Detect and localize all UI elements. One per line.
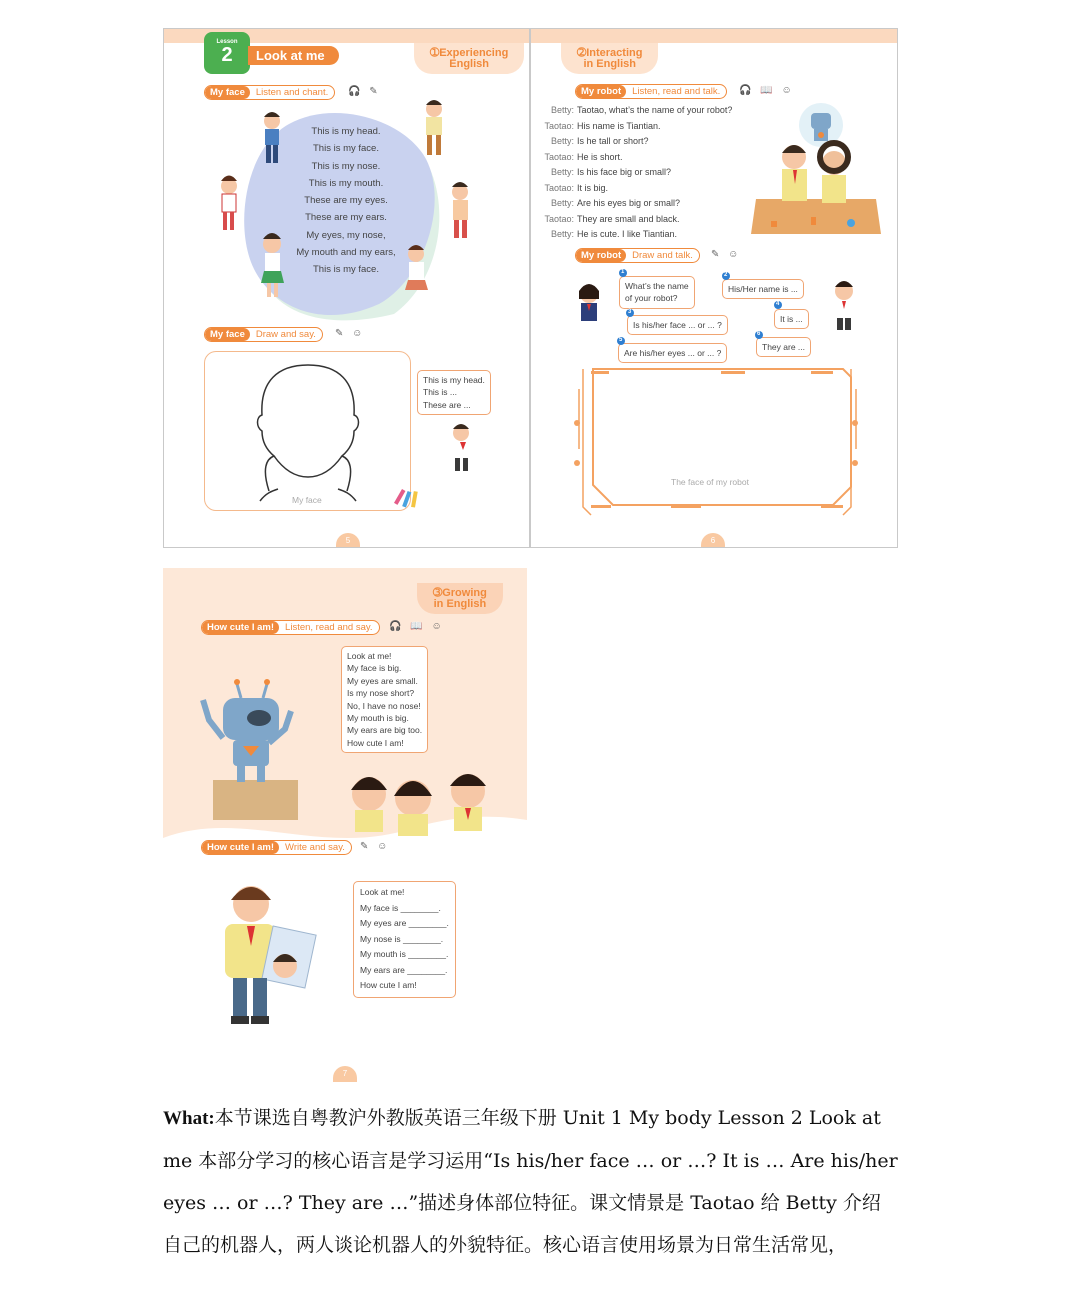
line-text: Taotao, what’s the name of your robot? <box>577 105 733 115</box>
activity-tag: My face <box>205 86 250 99</box>
activity-instruction: Listen, read and say. <box>285 622 373 633</box>
line-text: Are his eyes big or small? <box>577 198 681 208</box>
poem-line: No, I have no nose! <box>347 700 421 711</box>
prompt-line: Is his/her face ... or ... ? <box>633 320 722 330</box>
drawing-caption: My face <box>292 495 322 505</box>
prompt-line: of your robot? <box>625 293 678 304</box>
activity-tag: My robot <box>576 85 626 98</box>
boy-holding-picture-illustration <box>163 568 527 1068</box>
boy-illustration <box>164 29 530 548</box>
chant-line: This is my face. <box>313 143 379 155</box>
activity-instruction: Write and say. <box>285 842 345 853</box>
write-line: Look at me! <box>360 887 405 897</box>
chant-line: This is my face. <box>313 264 379 276</box>
line-text: It is big. <box>577 182 609 193</box>
write-line[interactable]: My ears are ________. <box>360 964 448 975</box>
speaker: Betty: <box>550 198 574 208</box>
prompt-number: 6 <box>757 331 761 337</box>
chant-line: My mouth and my ears, <box>296 247 396 259</box>
paragraph-label: What: <box>163 1108 215 1129</box>
pencil-icon: ✎ ☺ <box>711 249 742 260</box>
headphone-icon: 🎧 ✎ <box>348 86 381 97</box>
page-number: 7 <box>333 1066 357 1082</box>
speaker: Taotao: <box>544 213 574 224</box>
paragraph-line: eyes … or …? They are …”描述身体部位特征。课文情景是 Taotao 给 Betty 介绍 <box>163 1192 881 1214</box>
lesson-analysis-paragraph <box>163 1097 917 1266</box>
speaker: Taotao: <box>544 182 574 193</box>
activity-tag: My face <box>205 328 250 341</box>
lesson-badge-label: Lesson <box>216 39 238 45</box>
activity-tag: How cute I am! <box>202 621 279 634</box>
poem-line: My eyes are small. <box>347 675 418 686</box>
page-number: 6 <box>701 533 725 548</box>
prompt-number: 5 <box>619 337 623 343</box>
prompt-line: They are ... <box>762 342 805 352</box>
speaker: Betty: <box>550 229 574 239</box>
speaker: Taotao: <box>544 151 574 162</box>
section-title-line2: in English <box>583 58 636 70</box>
chant-line: My eyes, my nose, <box>306 229 386 241</box>
section-title-line1: ➁Interacting <box>577 47 643 59</box>
line-text: He is cute. I like Tiantian. <box>577 229 678 239</box>
headphone-book-icon: 🎧 📖 ☺ <box>389 621 445 632</box>
page-number: 5 <box>336 533 360 548</box>
line-text: He is short. <box>577 151 623 162</box>
prompt-number: 2 <box>724 272 728 278</box>
section-title-line2: in English <box>433 598 487 610</box>
prompt-number: 3 <box>628 309 632 315</box>
section-title-line1: ➀Experiencing <box>430 47 509 59</box>
activity-instruction: Listen, read and talk. <box>632 86 721 97</box>
speech-line: This is my head. <box>423 375 485 385</box>
write-line[interactable]: My eyes are ________. <box>360 918 449 928</box>
prompt-line: What’s the name <box>625 281 689 291</box>
prompt-line: Are his/her eyes ... or ... ? <box>624 348 722 358</box>
poem-line: My mouth is big. <box>347 713 409 724</box>
speaker: Betty: <box>550 136 574 146</box>
poem-line: My face is big. <box>347 663 402 674</box>
speech-line: These are ... <box>423 399 471 410</box>
chant-line: This is my mouth. <box>308 177 384 189</box>
chant-line: This is my nose. <box>311 160 381 172</box>
textbook-page-6 <box>530 28 898 548</box>
speaker: Betty: <box>550 105 574 115</box>
headphone-book-icon: 🎧 📖 ☺ <box>739 85 795 96</box>
write-line: How cute I am! <box>360 980 417 990</box>
section-title-line2: English <box>449 58 490 70</box>
poem-line: Is my nose short? <box>347 688 415 699</box>
prompt-line: His/Her name is ... <box>728 284 798 294</box>
line-text: His name is Tiantian. <box>577 120 661 131</box>
activity-instruction: Listen and chant. <box>255 87 329 98</box>
paragraph-text: 本节课选自粤教沪外教版英语三年级下册 Unit 1 My body Lesson 2 Look at <box>214 1107 881 1129</box>
paragraph-line <box>163 1097 917 1140</box>
activity-tag: How cute I am! <box>202 841 279 854</box>
pencil-icon: ✎ ☺ <box>335 328 366 339</box>
speaker: Taotao: <box>544 120 574 131</box>
textbook-page-7 <box>163 568 527 1088</box>
activity-tag: My robot <box>576 249 626 262</box>
line-text: They are small and black. <box>577 213 680 224</box>
writing-bubble[interactable] <box>353 881 456 998</box>
speech-line: This is ... <box>423 387 458 398</box>
chant-line: These are my ears. <box>305 212 387 224</box>
prompt-line: It is ... <box>780 314 803 324</box>
textbook-page-5 <box>163 28 530 548</box>
activity-instruction: Draw and talk. <box>632 250 693 261</box>
poem-line: My ears are big too. <box>347 725 423 736</box>
speaker: Betty: <box>550 167 574 177</box>
pencil-icon: ✎ ☺ <box>360 841 391 852</box>
lesson-badge-number: 2 <box>221 44 233 66</box>
write-line[interactable]: My nose is ________. <box>360 933 444 944</box>
robot-drawing-frame[interactable] <box>531 29 898 529</box>
write-line[interactable]: My mouth is ________. <box>360 949 449 959</box>
prompt-number: 1 <box>621 269 625 275</box>
frame-caption: The face of my robot <box>671 477 749 487</box>
chant-line: This is my head. <box>311 126 381 137</box>
activity-instruction: Draw and say. <box>255 329 316 340</box>
prompt-number: 4 <box>776 301 780 307</box>
line-text: Is his face big or small? <box>577 167 672 177</box>
write-line[interactable]: My face is ________. <box>360 902 441 913</box>
poem-line: How cute I am! <box>347 737 404 748</box>
line-text: Is he tall or short? <box>577 136 649 146</box>
paragraph-line: 自己的机器人，两人谈论机器人的外貌特征。核心语言使用场景为日常生活常见， <box>163 1234 848 1256</box>
paragraph-line: me 本部分学习的核心语言是学习运用“Is his/her face … or …? It is … Are his/her <box>163 1150 898 1172</box>
chant-line: These are my eyes. <box>304 195 388 207</box>
section-title-line1: ➂Growing <box>433 587 487 599</box>
poem-line: Look at me! <box>347 651 392 661</box>
lesson-title: Look at me <box>248 46 339 65</box>
